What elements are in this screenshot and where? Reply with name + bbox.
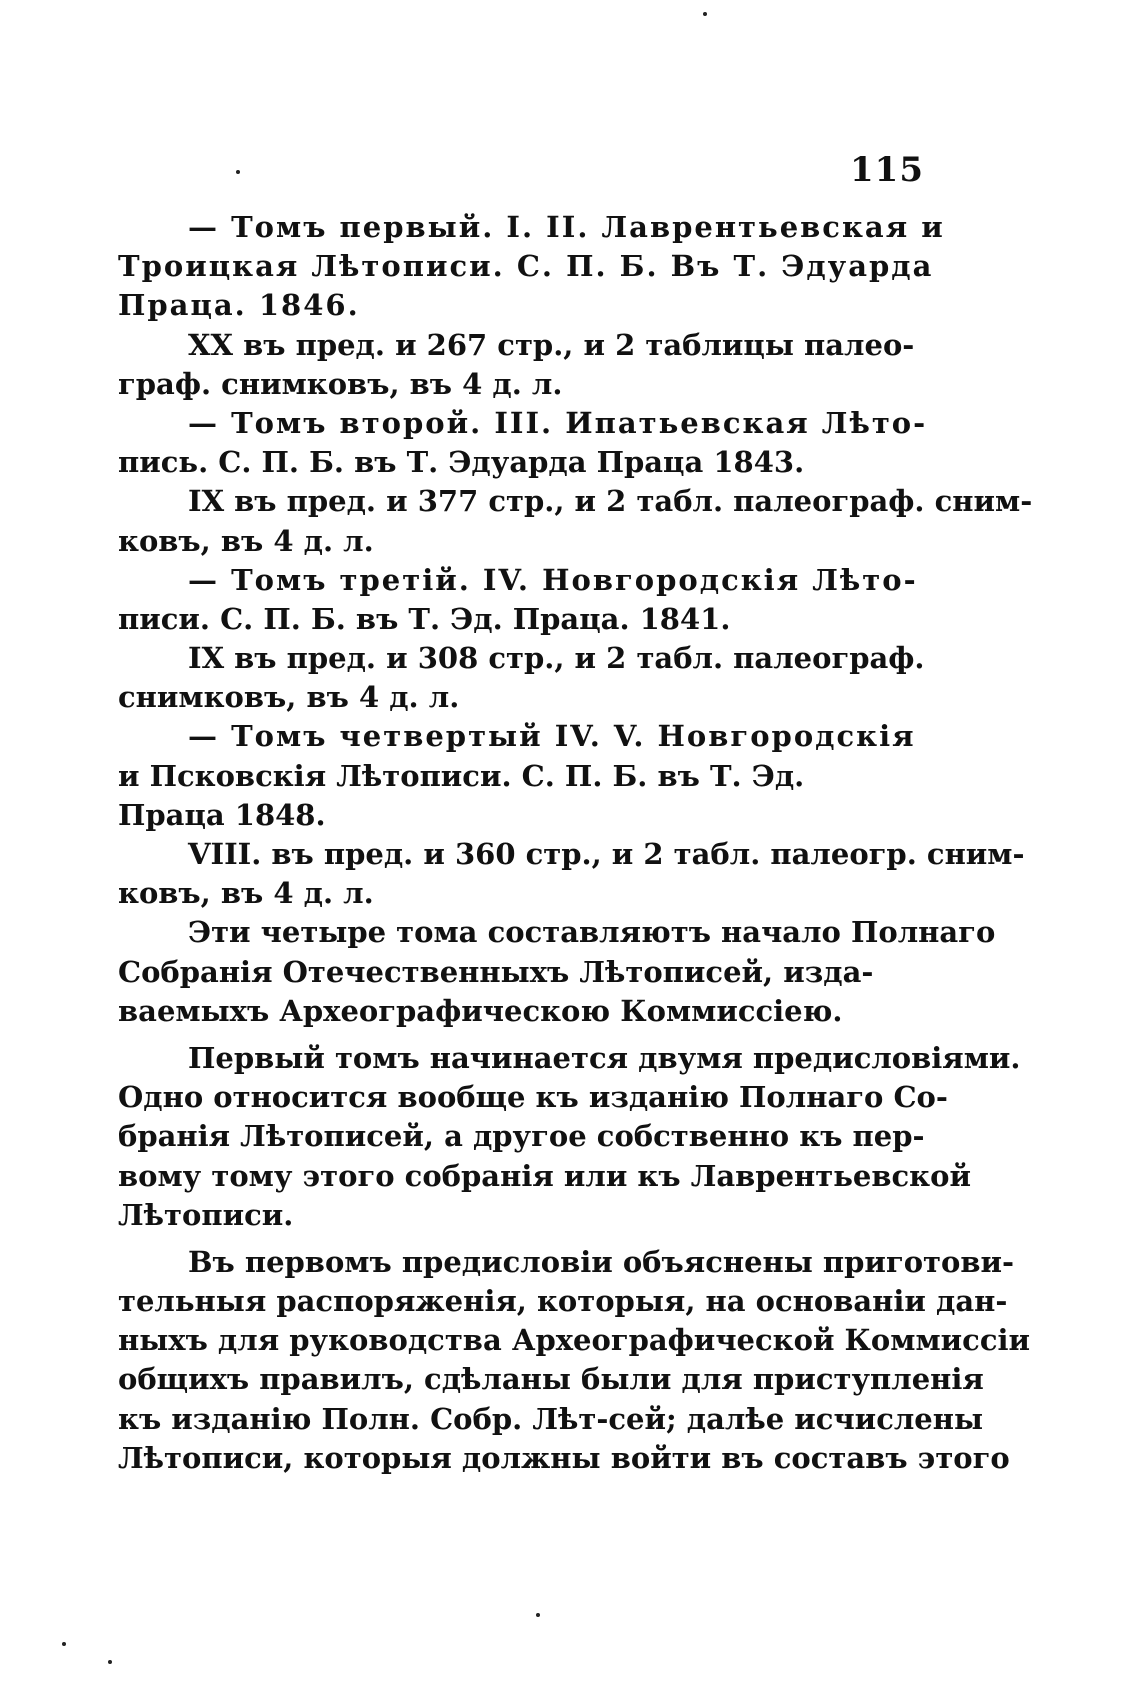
volume-entry [118,561,925,718]
entry-note-line: ковъ, въ 4 д. л. [118,523,374,558]
entry-line: — Томъ второй. III. Ипатьевская Лѣто- [188,405,928,440]
paragraph-line: ныхъ для руководства Археографической Коммиссіи [118,1323,1030,1358]
paragraph-line: тельныя распоряженія, которыя, на основаніи дан- [118,1284,1008,1319]
paragraph [118,1243,1030,1478]
entry-line: Праца 1848. [118,797,326,832]
entry-line: и Псковскія Лѣтописи. С. П. Б. въ Т. Эд. [118,758,805,793]
entry-line: — Томъ четвертый IV. V. Новгородскія [188,719,916,754]
scan-speck [536,1613,540,1617]
paragraph-line: бранія Лѣтописей, а другое собственно къ пер- [118,1119,925,1154]
entry-note-line: снимковъ, въ 4 д. л. [118,680,460,715]
entry-note-line: ковъ, въ 4 д. л. [118,876,374,911]
paragraph-line: Собранія Отечественныхъ Лѣтописей, изда- [118,954,874,989]
page-text [118,208,1033,1478]
scan-speck [108,1660,112,1664]
scan-speck [236,170,240,174]
entry-line: Троицкая Лѣтописи. С. П. Б. Въ Т. Эдуарда [118,249,934,284]
entry-line: — Томъ первый. I. II. Лаврентьевская и [188,210,945,244]
volume-entry [118,404,1033,561]
paragraph-line: вому тому этого собранія или къ Лаврентьевской [118,1158,971,1193]
paragraph-line: Въ первомъ предисловіи объяснены приготови- [188,1244,1015,1279]
entry-note-line: IX въ пред. и 308 стр., и 2 табл. палеограф. [188,641,925,676]
entry-line: писи. С. П. Б. въ Т. Эд. Праца. 1841. [118,601,731,636]
paragraph-line: Первый томъ начинается двумя предисловіями. [188,1040,1021,1075]
entry-note-line: VIII. въ пред. и 360 стр., и 2 табл. палеогр. сним- [188,837,1025,871]
paragraph-line: Одно относится вообще къ изданію Полнаго Со- [118,1080,948,1115]
entry-note-line: IX въ пред. и 377 стр., и 2 табл. палеограф. сним- [188,484,1033,519]
entry-note-line: XX въ пред. и 267 стр., и 2 таблицы палео- [188,327,915,362]
paragraph [118,913,996,1031]
volume-entry [118,717,1025,913]
paragraph-line: Лѣтописи, которыя должны войти въ составъ этого [118,1440,1010,1475]
paragraph-line: Эти четыре тома составляютъ начало Полнаго [188,915,996,950]
volume-entry [118,208,945,404]
paragraph-line: ваемыхъ Археографическою Коммиссіею. [118,993,843,1028]
paragraph-line: Лѣтописи. [118,1197,294,1232]
page-number: 115 [850,150,924,190]
entry-line: пись. С. П. Б. въ Т. Эдуарда Праца 1843. [118,445,805,480]
paragraph [118,1039,1021,1235]
entry-note-line: граф. снимковъ, въ 4 д. л. [118,366,563,401]
entry-line: Праца. 1846. [118,288,360,323]
scan-speck [62,1642,66,1646]
scan-speck [703,12,707,16]
paragraph-line: къ изданію Полн. Собр. Лѣт-сей; далѣе исчислены [118,1401,984,1436]
paragraph-line: общихъ правилъ, сдѣланы были для приступленія [118,1362,984,1397]
entry-line: — Томъ третій. IV. Новгородскія Лѣто- [188,562,918,597]
